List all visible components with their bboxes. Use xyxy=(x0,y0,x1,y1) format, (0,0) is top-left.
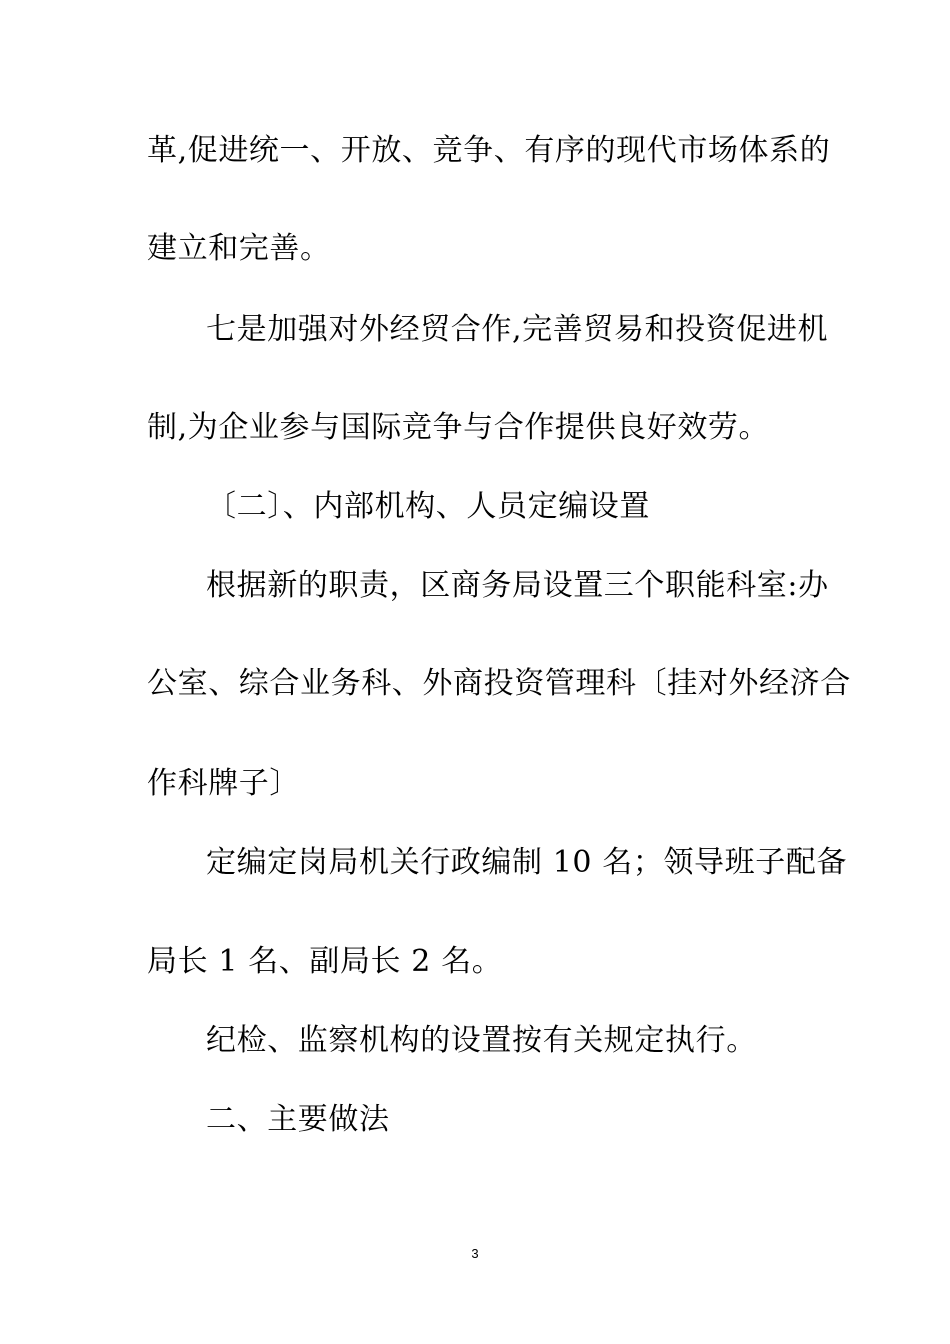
paragraph-line: 纪检、监察机构的设置按有关规定执行。 xyxy=(206,1023,757,1058)
paragraph-line: 根据新的职责，区商务局设置三个职能科室:办 xyxy=(206,568,829,603)
paragraph-line: 建立和完善。 xyxy=(147,231,331,266)
page-number: 3 xyxy=(471,1246,479,1261)
section-heading: 二、主要做法 xyxy=(206,1102,390,1137)
paragraph-line: 公室、综合业务科、外商投资管理科〔挂对外经济合 xyxy=(147,666,851,701)
paragraph-line: 局长 1 名、副局长 2 名。 xyxy=(147,944,503,979)
paragraph-line: 革,促进统一、开放、竞争、有序的现代市场体系的 xyxy=(147,133,831,168)
paragraph-line: 定编定岗局机关行政编制 10 名；领导班子配备 xyxy=(206,845,848,880)
paragraph-line: 制,为企业参与国际竞争与合作提供良好效劳。 xyxy=(147,410,770,445)
paragraph-line: 七是加强对外经贸合作,完善贸易和投资促进机 xyxy=(206,312,829,347)
paragraph-line: 作科牌子〕 xyxy=(147,766,300,801)
section-heading: 〔二〕、内部机构、人员定编设置 xyxy=(206,489,650,524)
